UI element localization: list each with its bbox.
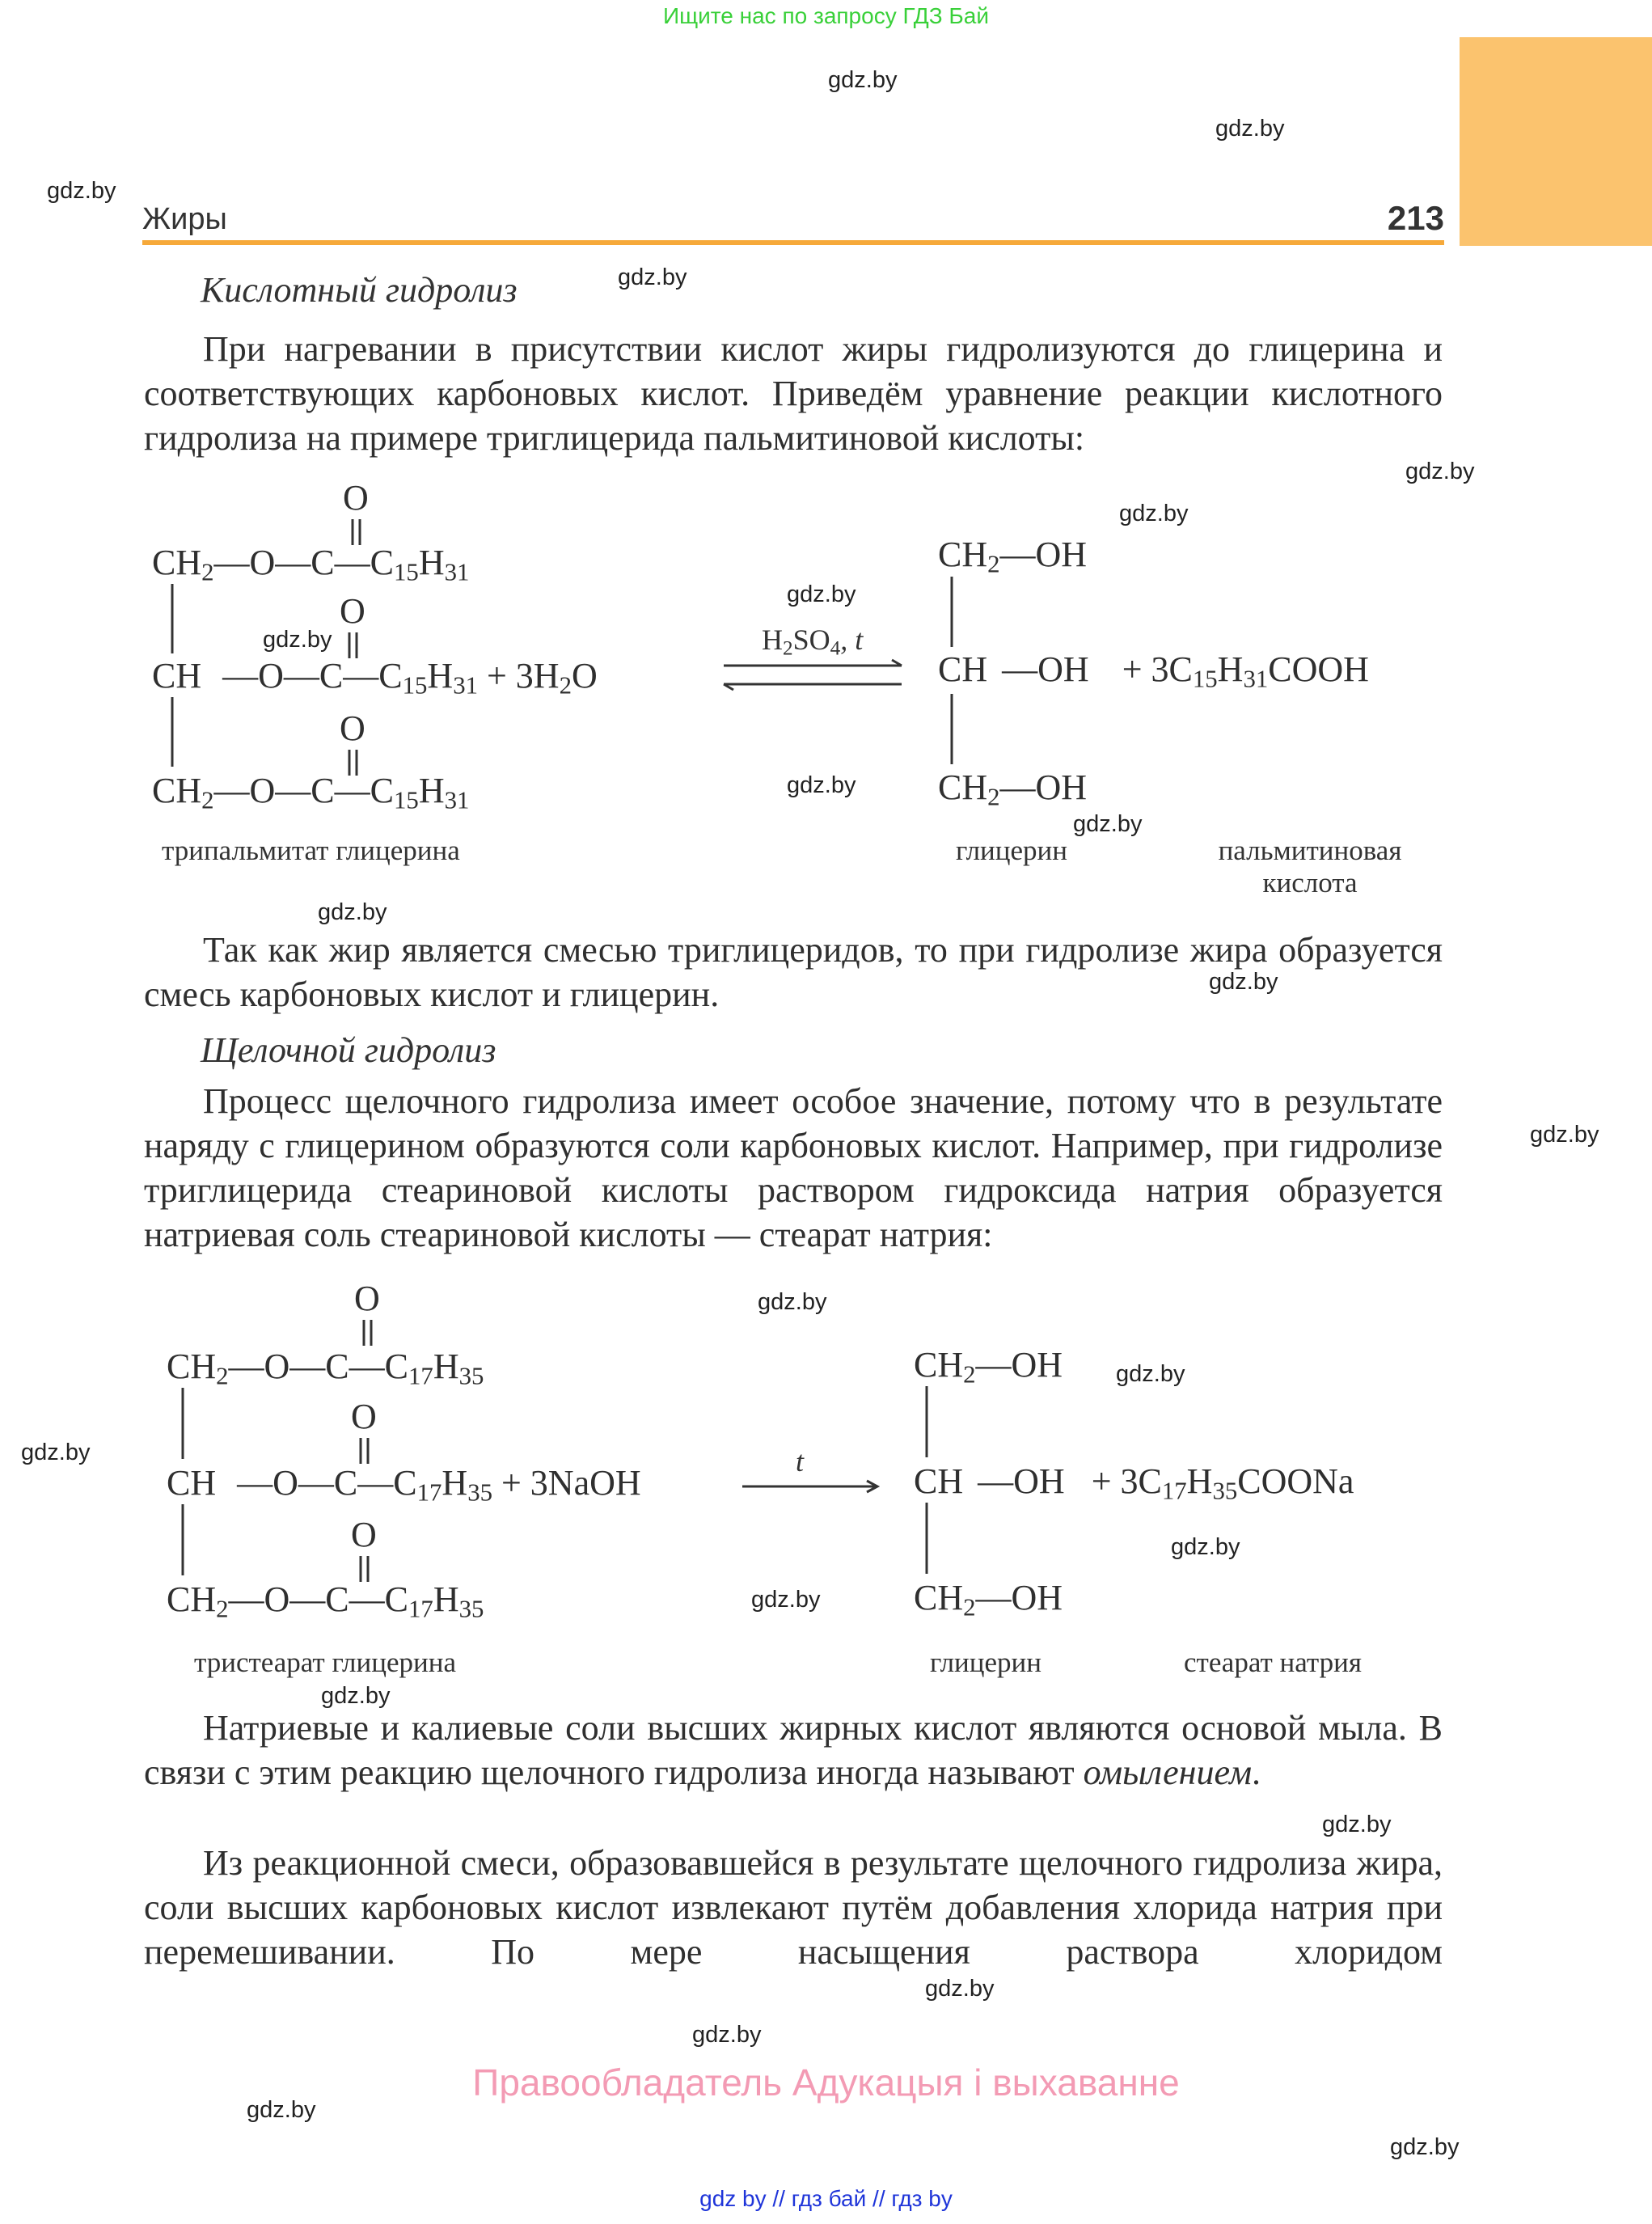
label-glycerol: глицерин bbox=[930, 1647, 1042, 1678]
paragraph-soap: Натриевые и калиевые соли высших жирных кислот являются основой мыла. В связи с этим реакцию щелочного гидролиза иногда называют омылением. bbox=[144, 1708, 1443, 1792]
condition-label: t bbox=[796, 1445, 805, 1478]
reactant-row-1: $CH_2—O—C—C_{15}H_{31}$ bbox=[152, 543, 470, 586]
watermark: gdz.by bbox=[318, 899, 387, 925]
label-tristearate: тристеарат глицерина bbox=[194, 1647, 456, 1678]
catalyst-label: $H_2SO_4$, t bbox=[762, 624, 864, 660]
header-title: Жиры bbox=[142, 202, 227, 236]
reactant-row-3: $CH_2—O—C—C_{15}H_{31}$ bbox=[152, 771, 470, 814]
label-sodium-stearate: стеарат натрия bbox=[1184, 1647, 1362, 1678]
watermark: gdz.by bbox=[47, 178, 116, 204]
paragraph-mixture bbox=[144, 928, 1443, 1017]
watermark: gdz.by bbox=[787, 772, 856, 798]
watermark: gdz.by bbox=[321, 1683, 391, 1709]
watermark: gdz.by bbox=[925, 1976, 995, 2002]
equation-acid-hydrolysis bbox=[0, 477, 1652, 914]
watermark: gdz.by bbox=[787, 581, 856, 607]
carbonyl-oxygen: O bbox=[351, 1515, 377, 1554]
watermark: gdz.by bbox=[1209, 969, 1278, 995]
watermark: gdz.by bbox=[263, 627, 332, 653]
glycerol-row-2: CH —OH + $3C_{17}H_{35}COONa$ bbox=[914, 1461, 1354, 1505]
section-heading-alkaline: Щелочной гидролиз bbox=[201, 1030, 496, 1070]
watermark: gdz.by bbox=[618, 264, 687, 290]
carbonyl-oxygen: O bbox=[351, 1397, 377, 1436]
chapter-tab bbox=[1460, 37, 1652, 246]
paragraph-alkaline-hydrolysis bbox=[144, 1079, 1443, 1257]
copyright-notice: Правообладатель Адукацыя і выхаванне bbox=[472, 2061, 1180, 2103]
watermark: gdz.by bbox=[247, 2097, 316, 2123]
label-tripalmitate: трипальмитат глицерина bbox=[162, 835, 460, 866]
glycerol-row-3: $CH_2—OH$ bbox=[914, 1578, 1063, 1621]
reactant-row-2: CH $—O—C—C_{17}H_{35}$ + 3NaOH bbox=[167, 1463, 641, 1507]
paragraph-text: Процесс щелочного гидролиза имеет особое значение, потому что в результате наряду с глицерином образуются соли карбоновых кислот. Например, при гидролизе триглицерида стеариновой кислоты раствором гидроксида натрия образуется натриевая соль стеариновой кислоты — стеарат натрия: bbox=[144, 1081, 1443, 1254]
watermark: gdz.by bbox=[1215, 116, 1285, 142]
glycerol-row-1: $CH_2—OH$ bbox=[914, 1345, 1063, 1389]
bond-lines bbox=[0, 1278, 1536, 1621]
footer-links[interactable]: gdz by // гдз бай // гдз by bbox=[699, 2186, 953, 2211]
paragraph-extraction bbox=[144, 1841, 1443, 1974]
carbonyl-oxygen: O bbox=[340, 708, 365, 748]
label-glycerol: глицерин bbox=[956, 835, 1068, 866]
watermark: gdz.by bbox=[21, 1440, 91, 1465]
glycerol-row-3: $CH_2—OH$ bbox=[938, 767, 1088, 811]
watermark: gdz.by bbox=[1322, 1812, 1392, 1837]
watermark: gdz.by bbox=[1119, 501, 1189, 526]
reactant-row-2: CH $—O—C—C_{15}H_{31} + 3H_2O$ bbox=[152, 656, 598, 700]
watermark: gdz.by bbox=[1530, 1122, 1599, 1148]
watermark: gdz.by bbox=[828, 67, 898, 93]
watermark: gdz.by bbox=[1073, 811, 1143, 837]
term-saponification: омылением bbox=[1083, 1753, 1253, 1792]
reactant-row-1: $CH_2—O—C—C_{17}H_{35}$ bbox=[167, 1347, 484, 1390]
label-palmitic-acid: пальмитиновая кислота bbox=[1218, 835, 1402, 898]
carbonyl-oxygen: O bbox=[343, 478, 369, 518]
glycerol-row-2: CH —OH + $3C_{15}H_{31}COOH$ bbox=[938, 649, 1369, 693]
carbonyl-oxygen: O bbox=[354, 1279, 380, 1318]
watermark: gdz.by bbox=[1405, 459, 1475, 484]
equation-alkaline-hydrolysis bbox=[0, 1278, 1652, 1698]
paragraph-text: Из реакционной смеси, образовавшейся в результате щелочного гидролиза жира, соли высших карбоновых кислот извлекают путём добавления хлорида натрия при перемешивании. По мере насыщения раствора хлоридом bbox=[144, 1843, 1443, 1972]
carbonyl-oxygen: O bbox=[340, 591, 365, 631]
paragraph-text: Так как жир является смесью триглицеридов, то при гидролизе жира образуется смесь карбоновых кислот и глицерин. bbox=[144, 930, 1443, 1014]
header-rule bbox=[142, 240, 1444, 245]
paragraph-acid-hydrolysis bbox=[144, 327, 1443, 460]
section-heading-acid: Кислотный гидролиз bbox=[201, 270, 518, 310]
paragraph-text: При нагревании в присутствии кислот жиры гидролизуются до глицерина и соответствующих карбоновых кислот. Приведём уравнение реакции кислотного гидролиза на примере триглицерида пальмитиновой кислоты: bbox=[144, 329, 1443, 458]
watermark: gdz.by bbox=[692, 2022, 762, 2048]
page-number: 213 bbox=[1387, 199, 1444, 237]
top-banner[interactable]: Ищите нас по запросу ГДЗ Бай bbox=[662, 3, 990, 28]
glycerol-row-1: $CH_2—OH$ bbox=[938, 535, 1088, 578]
paragraph-text: Натриевые и калиевые соли высших жирных кислот являются основой мыла. В связи с этим реакцию щелочного гидролиза иногда называют bbox=[144, 1708, 1443, 1792]
watermark: gdz.by bbox=[1116, 1361, 1185, 1387]
watermark: gdz.by bbox=[758, 1289, 827, 1315]
watermark: gdz.by bbox=[751, 1587, 821, 1613]
watermark: gdz.by bbox=[1171, 1534, 1240, 1560]
reactant-row-3: $CH_2—O—C—C_{17}H_{35}$ bbox=[167, 1579, 484, 1623]
watermark: gdz.by bbox=[1390, 2134, 1460, 2160]
